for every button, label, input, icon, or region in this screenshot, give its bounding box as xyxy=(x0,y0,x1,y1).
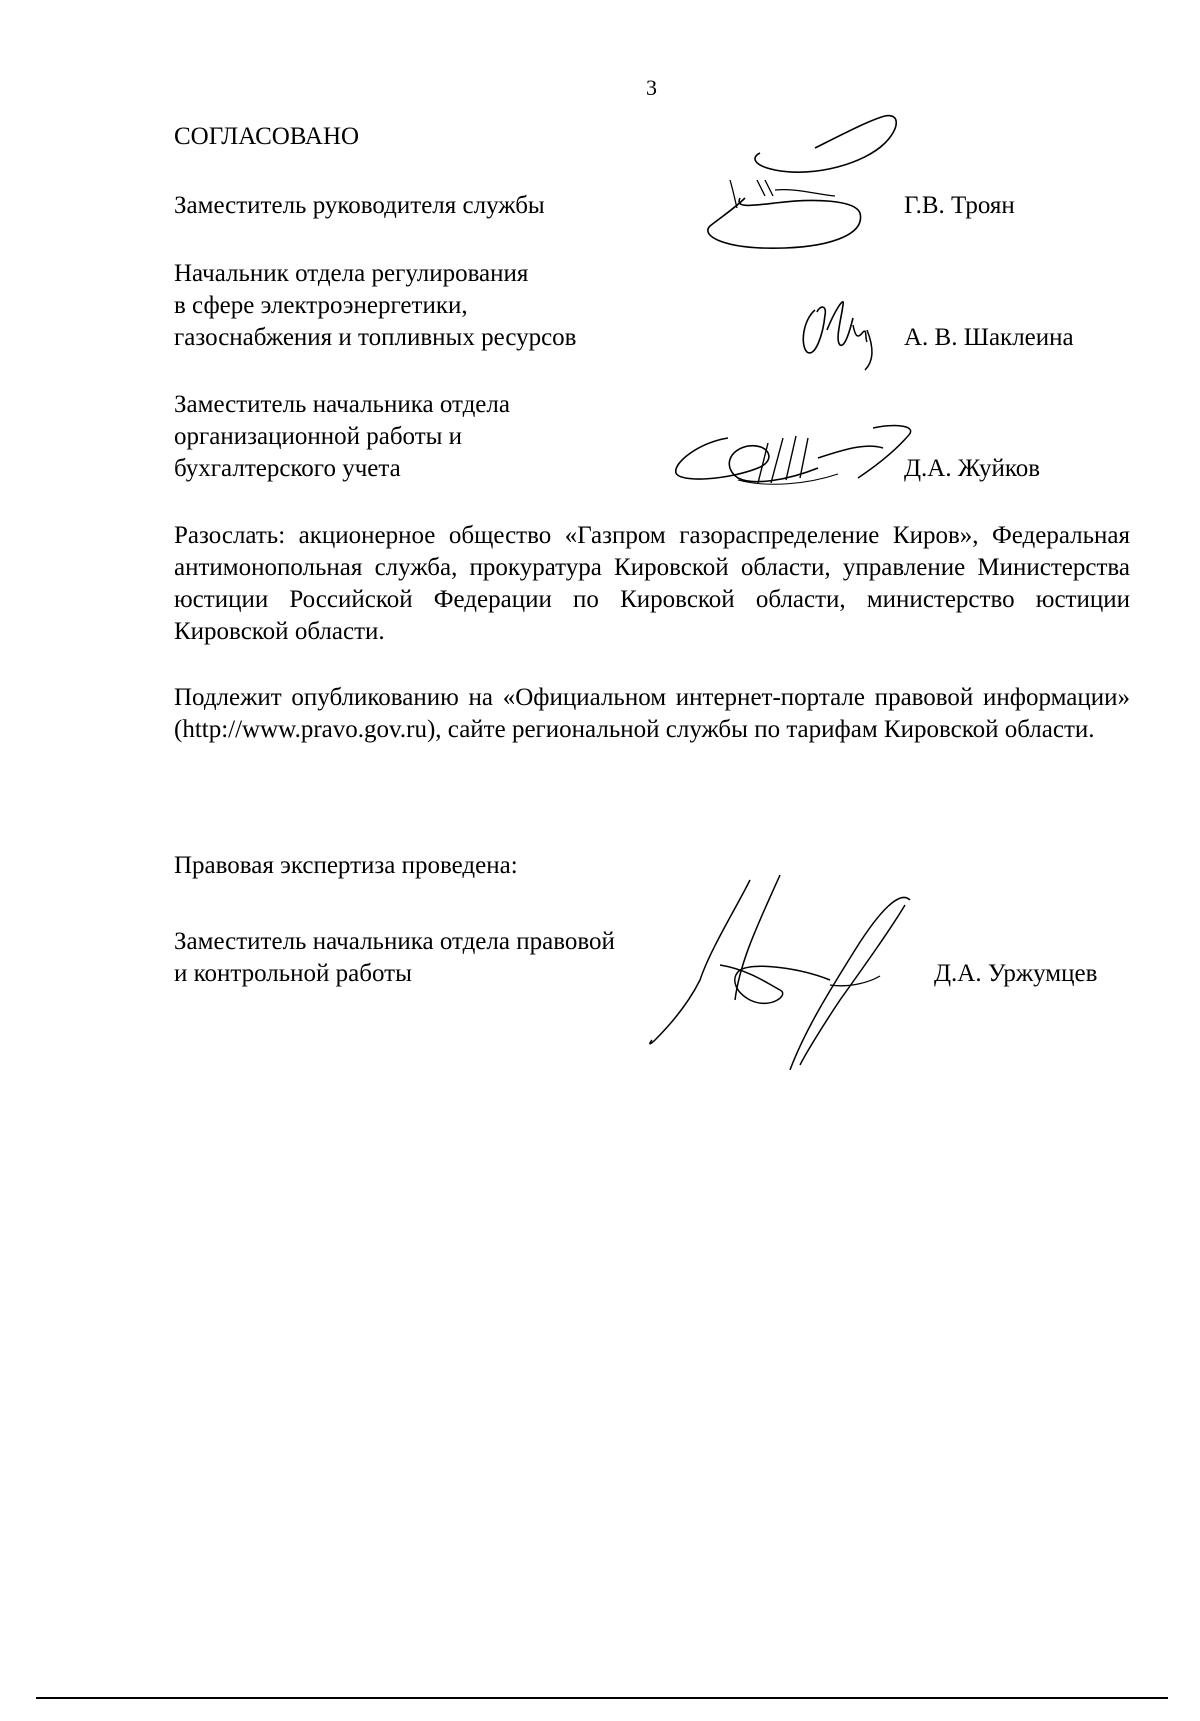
signatory-1-title: Заместитель руководителя службы xyxy=(174,192,545,219)
signature-zhuikov xyxy=(668,418,928,508)
signatory-3-name: Д.А. Жуйков xyxy=(904,455,1041,482)
approval-heading: СОГЛАСОВАНО xyxy=(174,123,360,150)
page-number: 3 xyxy=(646,75,657,100)
signatory-2-title-line-3: газоснабжения и топливных ресурсов xyxy=(174,324,577,351)
signature-troyan xyxy=(695,108,915,268)
publication-paragraph: Подлежит опубликованию на «Официальном интернет-портале правовой информации» (http://www.pravo.gov.ru), сайте региональной службы по тарифам Кировской области. xyxy=(174,684,1130,743)
legal-review-title-line-1: Заместитель начальника отдела правовой xyxy=(174,928,615,955)
signatory-3-title-line-3: бухгалтерского учета xyxy=(174,455,401,482)
legal-review-name: Д.А. Уржумцев xyxy=(934,960,1098,987)
signatory-2-title-line-1: Начальник отдела регулирования xyxy=(174,260,529,287)
signatory-2-name: А. В. Шаклеина xyxy=(904,324,1074,351)
distribution-paragraph: Разослать: акционерное общество «Газпром газораспределение Киров», Федеральная антимонопольная служба, прокуратура Кировской области, управление Министерства юстиции Российской Федерации по Кировской области, министерство юстиции Кировской области. xyxy=(174,522,1130,645)
signatory-2-title-line-2: в сфере электроэнергетики, xyxy=(174,292,468,319)
legal-review-heading: Правовая экспертиза проведена: xyxy=(174,852,518,879)
legal-review-title-line-2: и контрольной работы xyxy=(174,960,412,987)
signature-shakleina xyxy=(795,290,895,380)
signature-urzhumtsev xyxy=(640,870,940,1070)
footer-rule xyxy=(36,1697,1168,1699)
signatory-1-name: Г.В. Троян xyxy=(904,192,1015,219)
signatory-3-title-line-2: организационной работы и xyxy=(174,423,463,450)
signatory-3-title-line-1: Заместитель начальника отдела xyxy=(174,391,510,418)
